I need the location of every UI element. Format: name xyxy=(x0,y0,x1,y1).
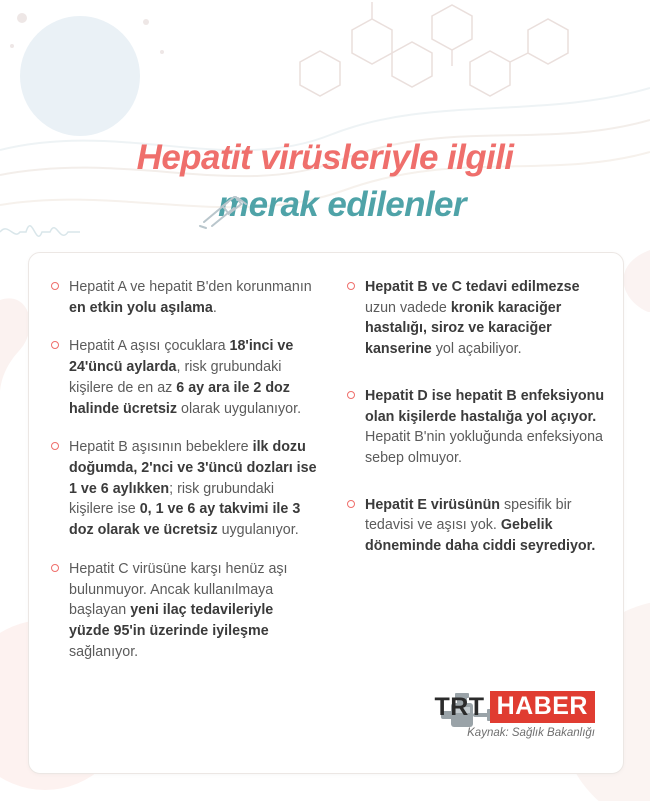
title-line-2: merak edilenler xyxy=(218,184,466,224)
list-item-text: Hepatit B ve C tedavi edilmezse uzun vadede kronik karaciğer hastalığı, siroz ve karaciğer kanserine yol açabiliyor. xyxy=(365,279,580,358)
list-item xyxy=(51,437,317,541)
source-credit: Kaynak: Sağlık Bakanlığı xyxy=(467,727,595,739)
brand-trt-text: TRT xyxy=(434,692,485,721)
right-column xyxy=(335,253,623,691)
list-item-text: Hepatit A aşısı çocuklara 18'inci ve 24'üncü aylarda, risk grubundaki kişilere de en az 6 ay ara ile 2 doz halinde ücretsiz olarak uygulanıyor. xyxy=(69,338,302,417)
bullet-icon xyxy=(347,391,355,399)
liver-illustration-backdrop xyxy=(20,16,140,136)
bullet-icon xyxy=(347,282,355,290)
content-card xyxy=(28,252,624,774)
left-column xyxy=(29,253,335,691)
bullet-icon xyxy=(51,564,59,572)
footer-brand xyxy=(359,681,609,761)
bullet-icon xyxy=(51,442,59,450)
list-item-text: Hepatit B aşısının bebeklere ilk dozu doğumda, 2'nci ve 3'üncü dozları ise 1 ve 6 aylıkken; risk grubundaki kişilere ise 0, 1 ve 6 ay takvimi ile 3 doz olarak ve ücretsiz uygulanıyor. xyxy=(69,439,317,539)
bullet-icon xyxy=(51,341,59,349)
list-item xyxy=(347,495,605,557)
page-title xyxy=(0,137,650,226)
list-item-text: Hepatit E virüsünün spesifik bir tedavisi ve aşısı yok. Gebelik döneminde daha ciddi seyrediyor. xyxy=(365,496,596,555)
bullet-icon xyxy=(51,282,59,290)
list-item-text: Hepatit A ve hepatit B'den korunmanın en etkin yolu aşılama. xyxy=(69,279,312,316)
title-line-1: Hepatit virüsleriyle ilgili xyxy=(136,138,514,177)
list-item xyxy=(51,277,317,318)
list-item xyxy=(347,386,605,469)
brand-logo xyxy=(434,691,595,723)
list-item-text: Hepatit C virüsüne karşı henüz aşı bulunmuyor. Ancak kullanılmaya başlayan yeni ilaç tedavileriyle yüzde 95'in üzerinde iyileşme sağlanıyor. xyxy=(69,560,288,660)
list-item xyxy=(51,336,317,419)
bullet-icon xyxy=(347,500,355,508)
list-item-text: Hepatit D ise hepatit B enfeksiyonu olan kişilerde hastalığa yol açıyor. Hepatit B'nin yokluğunda enfeksiyona sebep olmuyor. xyxy=(365,387,605,467)
list-item xyxy=(347,277,605,360)
liver-illustration xyxy=(6,2,166,142)
brand-haber-text: HABER xyxy=(490,691,595,723)
syringe-icon xyxy=(198,196,250,230)
content-columns xyxy=(29,253,623,691)
list-item xyxy=(51,559,317,663)
